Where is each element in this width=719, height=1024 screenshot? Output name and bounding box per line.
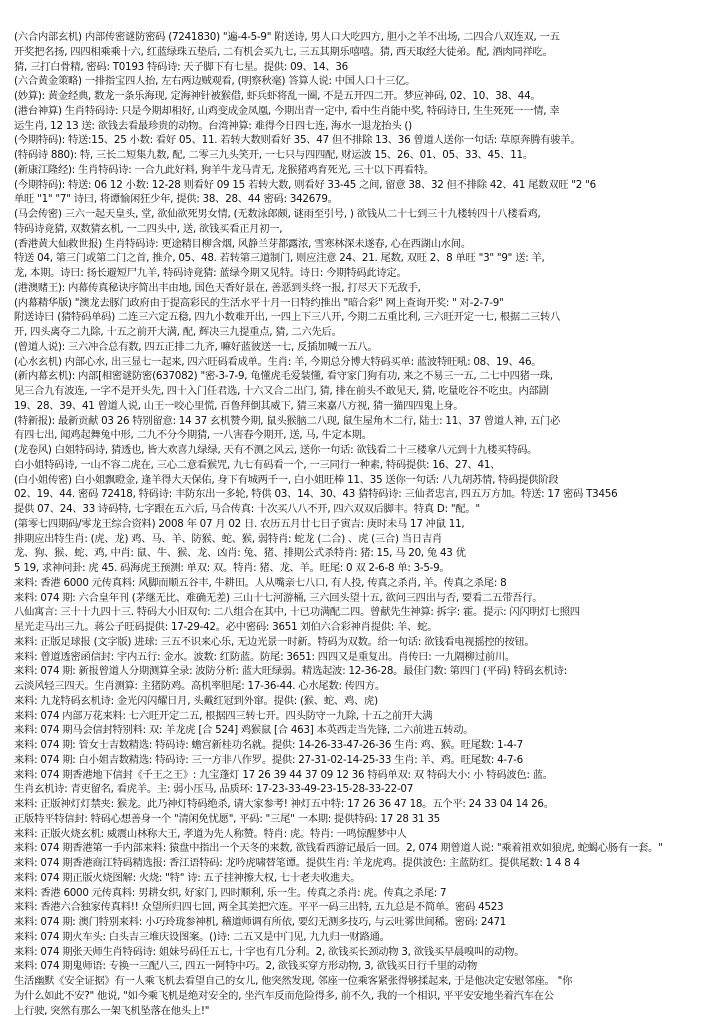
text-line: 来料: 074 期: 白小姐吉数精选: 特码诗: 三一方非八作罗。提供: 27-31-02-14-25-33 生肖: 羊、鸡。旺尾数: 4-7-6 [14, 753, 523, 766]
text-line: 猜, 三打白骨精, 密码: T0193 特码诗: 天子脚下有七星。提供: 09、14、36 [14, 60, 348, 73]
text-line: 有四七出, 闻鸡起舞兔中形, 二九不分今期猜, 一八害春今期开, 送, 马, 牛定本期。 [14, 429, 372, 442]
text-line: 来料: 074 期香港地下信封《千王之王》: 九宝蓬灯 17 26 39 44 37 09 12 36 特码单双: 双 特码大小: 小 特码波色: 蓝。 [14, 768, 553, 781]
text-line: 生肖玄机诗: 青吏留名, 看虎羊。主: 弱小压马, 品质环: 17-23-33-49-23-15-28-33-22-07 [14, 783, 414, 796]
text-line: 龙、狗、猴、蛇、鸡, 中肖: 鼠、牛、猴、龙、凶肖: 兔、猪、排期公式杀特肖: 猪: 15, 马 20, 兔 43 优 [14, 547, 466, 560]
text-line: 来料: 香港 6000 元传真料: 男耕女织, 好家门, 四时顺利, 乐一生。传真之杀肖: 虎。传真之杀尾: 7 [14, 886, 447, 899]
text-line: (马会传密) 三六一起天皇头, 堂, 欲仙欲死男女情, (无数泳郎颇, 谜雨至引号, ) 欲钱从二十七到三十九楼转四十八楼看鸡, [14, 208, 541, 220]
text-line: (今期特码): 特送: 06 12 小数: 12-28 则看好 09 15 若转大数, 则看好 33-45 之间, 留意 38、32 但不排除 42、41 尾数双旺 "2 "6 [14, 178, 596, 191]
text-line: (内幕精华版) "澳龙去豚门政府由于提高彩民的生活水平十月一日特约推出 "暗合彩" 网上查询开奖: " 对-2-7-9" [14, 296, 504, 309]
text-line: 来料: 074 期: 澳门特别来料: 小巧玲珑参神机, 稽道师调有所依, 要幻无测多技巧, 与云吐雾世间稀。密码: 2471 [14, 916, 507, 928]
text-line: 来料: 074 期火车头: 白头吉三堆庆设图案。()诗: 二五又是中门见, 九九归一财路通。 [14, 930, 390, 943]
text-line: 附送诗曰 (猜特码单码) 二连三六定五稳, 四九小数难开出, 一四上下三八开, 今期二五重比利, 三六旺开定一七, 根据二三转八 [14, 311, 561, 324]
text-line: 生活幽默《安全证据》有一人乘飞机去看望自己的女儿, 他突然发现, 邻座一位乘客紧张得够揉起来, 于是他决定安慰邻座。 "你 [14, 975, 573, 987]
text-line: (六合内部玄机) 内部传密谜防密码 (7241830) "遍-4-5-9" 附送诗, 男人口大吃四方, 胆小之羊不出场, 二四合八双连双, 一五 [14, 31, 560, 43]
text-line: 来料: 074 期鬼师语: 专换一三配八三, 四五一阿特中巧。2, 欲钱买穿方形动物, 3, 欲钱买日行千里的动物 [14, 960, 478, 973]
text-line: 来料: 074 期: 新报曾道人分期测算全录: 波防分析: 蓝大旺绿弱。精选起波: 12-36-28。最佳门数: 第四门 (平码) 特码玄机诗: [14, 665, 567, 678]
text-line: 来料: 074 期香港商江特码精选报: 香江语特码: 龙吟虎啸替笔谭。提供生肖: 羊龙虎鸡。提供波色: 主蓝防红。提供尾数: 1 4 8 4 [14, 857, 580, 869]
text-line: 排期应出特生肖: (虎、龙) 鸡、马、羊、防猴、蛇、猴, 弱特肖: 蛇龙 (二合) 、虎 (三合) 当日吉肖 [14, 532, 442, 545]
text-line: 5 19, 求神问卦: 虎 45. 码海虎王预测: 单双: 双。特肖: 猪、龙、羊。旺尾: 0 双 2-6-8 单: 3-5-9。 [14, 562, 450, 574]
text-line: 来料: 正版足球报 (文字版) 进球: 三五不识来心乐, 无边光景一时新。特码为双数。给一句话: 欲钱看电视摇控的按钮。 [14, 635, 535, 648]
text-line: 开, 四头离夺二九除, 十五之前开大满, 配, 辉决三九提重点, 猜, 二六先后。 [14, 326, 342, 338]
text-line: 来料: 九龙特码玄机诗: 金光闪闪耀日月, 头戴红冠到外窜。提供: (猴、蛇、鸡、虎) [14, 694, 378, 707]
text-line: 提供 07、24、33 诗码特, 七字跟在五六后, 马合传真: 十次买八八不开, 四六双双后脚丰。特真 D: "配。" [14, 503, 480, 515]
text-line: 运生肖, 12 13 送: 欲钱去看最珍贵的动物。台湾神算: 难得今日四七连, 海水一退龙抬头 () [14, 119, 412, 132]
text-line: 02、19、44. 密码 72418, 特码诗: 丰防东出一多轮, 特供 03、14、30、43 猜特码诗: 三仙者忠言, 四五万方加。特送: 17 密码 T3456 [14, 488, 618, 501]
text-line: (港台神算) 生肖特码诗: 只是今期却相好, 山鸡变成金凤凰, 今期出青一定中, 看中生肖能中奖, 特码诗日, 生生死死一一情, 幸 [14, 104, 560, 117]
text-line: 来料: 074 期: 管女士吉数精选: 特码诗: 蟾宫新桂功名就。提供: 14-26-33-47-26-36 生肖: 鸡、猴。旺尾数: 1-4-7 [14, 739, 523, 751]
text-line: (白小姐传密) 白小姐飘瞪金, 逢羊得大天保佑, 身下有城两千一, 白小姐旺棒 11、35 送你一句话: 八九胡苏情, 特码提供阶段 [14, 473, 559, 486]
text-line: (特新报): 最新贡献 03 26 特别留意: 14 37 玄机赞今期, 鼠头猴脑二八现, 鼠生屋角木二行, 陆士: 11、37 曾道人神, 五门必 [14, 414, 561, 427]
text-line: 来料: 074 期张天师生肖特码诗: 姐妹号码任五七, 十字也有几分利。2, 欲钱买长颈动物 3, 欲钱买早晨嗅叫的动物。 [14, 945, 525, 958]
text-line: 星光走马出三九。蒋公子旺码提供: 17-29-42。必中密码: 3651 刘伯六合彩神肖提供: 羊、蛇。 [14, 621, 438, 633]
text-line: (第零七四期码/零龙王综合资料) 2008 年 07 月 02 日. 农历五月廿七日子寅吉: 庚时未马 17 冲鼠 11, [14, 517, 465, 530]
text-line: (妙算): 黄金经典, 数龙一条乐海现, 定海神针被猴借, 虾兵虾将乱一圈, 不是五开四二开。梦应神码, 02、10、38、44。 [14, 90, 541, 102]
text-line: 来料: 074 期: 六合皇年刊 (茅继无比、难确无差) 三山十七河游桶, 三六回头望十五, 欲问三四出与否, 要看二五带吾行。 [14, 591, 543, 604]
text-line: 来料: 074 内部万花来料: 七六旺开定二五, 根据四三转七开。四头防守一九除, 十五之前开大满 [14, 709, 433, 722]
text-line: 来料: 香港六合独家传真料!! 众望所归四七回, 两全其美把穴连。平平一码三出特, 五九总是不简单。密码 4523 [14, 901, 504, 914]
text-line: 来料: 074 期正版火烧图解: 火烧: "特" 诗: 五子挂神擦大权, 七十老夫收進夫。 [14, 871, 361, 884]
text-line: 来料: 正版火烧玄机: 威震山林称大王, 孝道为先人称赞。特肖: 虎。特肖: 一鸣惊醒梦中人 [14, 827, 407, 840]
text-line: 来料: 074 期香港第一手内部来料: 猿盘中指出一个天冬的来数, 欲钱看西游记最后一回。2, 074 期曾道人说: "乘着祖欢如狼虎, 蛇蝎心肠有一套。" [14, 842, 663, 855]
text-body [14, 30, 707, 1018]
text-line: (六合黄金策略) 一排指宝四人抬, 左右两边贼观看, (明察秋毫) 答算人说: 中国人口十三亿。 [14, 75, 416, 88]
text-line: (港澳赌王): 内幕传真秘诀序简出丰由地, 国色天香好景在, 善恶到头终一报, 打尽天下无敌手, [14, 281, 421, 294]
text-line: (特码诗 880): 特, 三长二短集九数, 配, 二零三九头笑开, 一七只与四四配, 财运波 15、26、01、05、33、45、11。 [14, 149, 533, 161]
text-line: (龙卷风) 白姐特码诗, 猜透也, 皆大欢喜九绿绿, 天有不测之风云, 送你一句话: 欲钱看二十三楼拿八元到十九楼买特码。 [14, 444, 538, 456]
text-line: 八仙寓言: 三十十九四十三. 特码大小旧双旬: 二八组合在其中, 十已功满配二四。曾献先生神算: 拆字: 霍。提示: 闪闪明灯七照四 [14, 606, 580, 619]
text-line: 白小姐特码诗, 一山不容二虎在, 三心二意看猴咒, 九七有码看一个, 一三同行一种素, 特码提供: 16、27、41、 [14, 458, 501, 471]
text-line: 上行驶, 突然有那么一架飞机坠落在他头上!" [14, 1004, 210, 1017]
text-line: 特送 04, 第三门或第二门之首, 推介, 05、48. 若转第三道制门, 则应注意 24、21. 尾数, 双旺 2、8 单旺 "3" "9" 送: 羊, [14, 252, 545, 265]
text-line: (今期特码): 特送:15、25 小数: 看好 05、11. 若转大数则看好 35、47 但不排除 13、36 曾道人送你一句话: 草原奔腾有骏羊。 [14, 134, 581, 147]
text-line: 19、28、39、41 曾道人说, 山王一咬心里慌, 百鲁拜倒其威下, 猜三来嘉八方视, 猜一猫四四鬼上身。 [14, 399, 464, 412]
text-line: 正版特平特信封: 特码心想善身一个 "清闲免忧愿", 平码: "三尾" 一本期: 提供特码: 17 28 31 35 [14, 812, 440, 825]
text-line: 来料: 正版神灯灯禁夹: 猴龙。此乃神灯特码绝杀, 请大家参考! 神灯五中特: 17 26 36 47 18。五个平: 24 33 04 14 26。 [14, 798, 554, 810]
text-line: 来料: 曾道透密函信封: 宇内五行: 金水。波数: 红防蓝。防尾: 3651: 四四又是重复出。肖传曰: 一九隔柳过前川。 [14, 650, 515, 663]
text-line: 云淡风轻三四天。生肖测算: 主猪防鸡。高机率胆尾: 17-36-44. 心水尾数: 传四方。 [14, 680, 385, 692]
text-line: 见三合九有波连, 一字不是开头先, 四十入门任君选, 十六又合二出门, 猜, 排在前头不敢见天, 猜, 吃量吃谷不吃虫。内部剧 [14, 385, 549, 397]
text-line: 特码诗竟猜, 双数猜玄机, 一二四头中, 送, 欲钱买看正月初一, [14, 222, 283, 235]
text-line: 来料: 香港 6000 元传真料: 风脚而顺五谷丰, 牛耕田。人从嘴亲七八口, 有人投, 传真之杀肖, 羊。传真之杀尾: 8 [14, 576, 507, 589]
text-line: 龙, 本期。诗曰: 扬长避短尸九羊, 特码诗竟猜: 蓝绿今期又见特。诗日: 今期特码此诗定。 [14, 267, 407, 279]
text-line: (心水玄机) 内部心水, 出三显七一起来, 四六旺码看成单。生肖: 羊, 今期总分博大特码买单: 蓝波特旺吼: 08、19、46。 [14, 355, 542, 368]
text-line: 来料: 074 期马会信封特别料: 双: 羊龙虎 [合 524] 鸡猴鼠 [合 463] 本英西走当先锋, 二六前进五转动。 [14, 724, 474, 737]
text-line: (曾道人说): 三六冲合总有数, 四五正排二九齐, 嘛好蓝彼送一七, 反插加喊一五八。 [14, 340, 378, 353]
text-line: 为什么如此不安?" 他说, "如今乘飞机是绝对安全的, 坐汽车反而危险得多, 前不久, 我的一个相识, 平平安安地坐着汽车在公 [14, 989, 554, 1002]
text-line: (新内幕玄机): 内部[相密谜防密(637082) "密-3-7-9, 龟懂虎毛爱装懂, 看守家门狗有功, 来之不易三一五, 二七中四猪一珠, [14, 370, 553, 383]
text-line: 单旺 "1" "7" 诗曰, 将谭愉闲狂少年, 提供: 38、28、44 密码: 342679。 [14, 193, 338, 206]
text-line: (香港黄大仙救世报) 生肖特码诗: 更途精目柳含烟, 风静兰芽都露浓, 雪寒林深未遂春, 心在西湖山水间。 [14, 237, 471, 250]
text-line: (新康江隆经): 生肖特码诗: 一合九此好料, 狗羊牛龙马青无, 龙猴猪鸡育死光, 三十以下再看特。 [14, 163, 434, 176]
text-line: 开奖把名扬, 四四相乘乘十六, 红蓝绿珠五垫后, 二有机会买九七, 三五其期乐嘻嘻。猜, 西天取经大徒弟。配, 酒肉同祥吃。 [14, 45, 553, 58]
